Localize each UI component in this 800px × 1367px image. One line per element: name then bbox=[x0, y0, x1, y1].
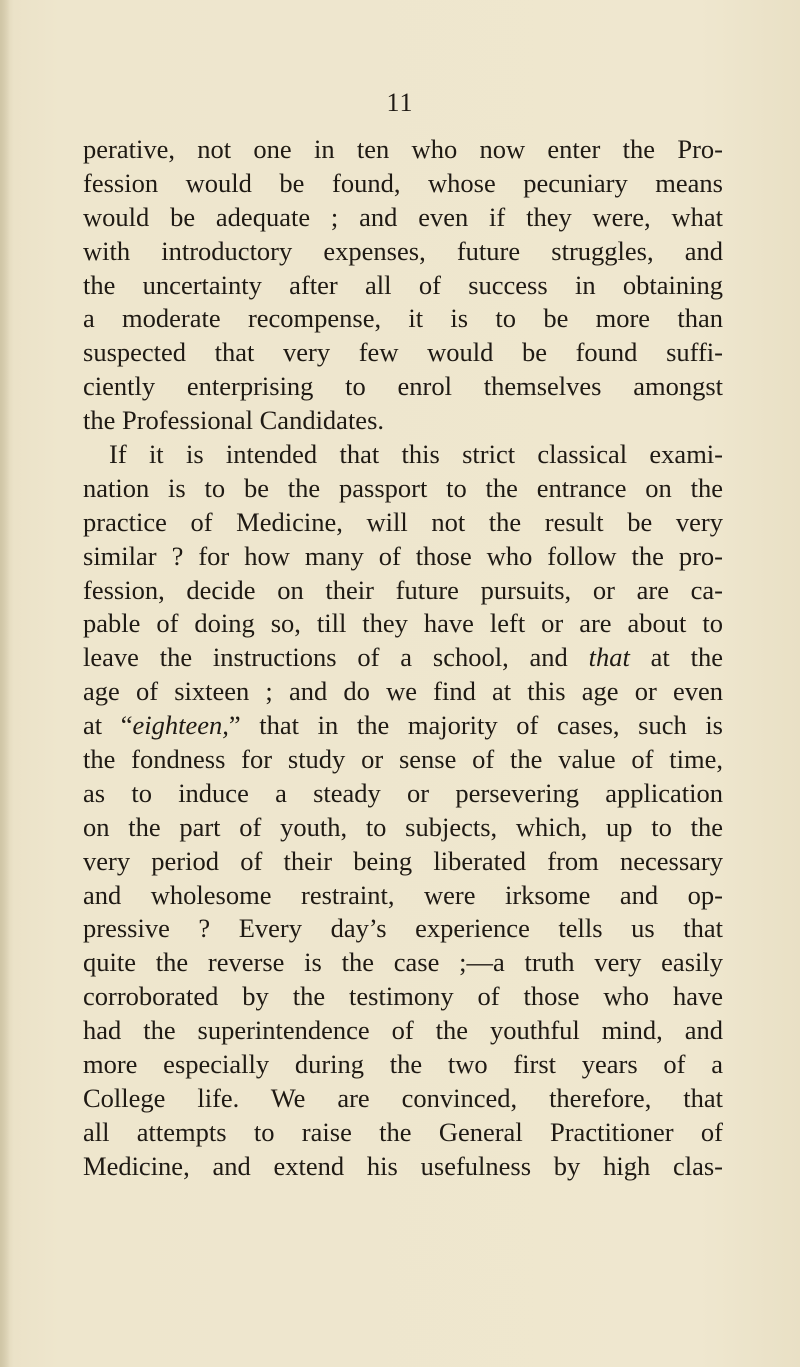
text-line: fession would be found, whose pecuniary means bbox=[83, 167, 723, 198]
text-line: with introductory expenses, future struggles, and bbox=[83, 235, 723, 266]
text-line: all attempts to raise the General Practitioner of bbox=[83, 1116, 723, 1147]
paragraph-end-line: the Professional Candidates. bbox=[83, 405, 385, 436]
paragraph-start-line: If it is intended that this strict classical exami- bbox=[109, 439, 723, 470]
text-line: a moderate recompense, it is to be more than bbox=[83, 303, 723, 334]
page-edge-shadow bbox=[0, 0, 10, 1367]
text-line: had the superintendence of the youthful mind, and bbox=[83, 1015, 723, 1046]
text-line: and wholesome restraint, were irksome and op- bbox=[83, 879, 723, 910]
text-line: corroborated by the testimony of those who have bbox=[83, 981, 723, 1012]
text-line: College life. We are convinced, therefore, that bbox=[83, 1082, 723, 1113]
text-line: Medicine, and extend his usefulness by high clas- bbox=[83, 1150, 723, 1181]
italic-word: that bbox=[588, 642, 630, 673]
text-line: at “eighteen,” that in the majority of cases, such is bbox=[83, 710, 723, 741]
text-line: very period of their being liberated from necessary bbox=[83, 845, 723, 876]
text-line: quite the reverse is the case ;—a truth very easily bbox=[83, 947, 723, 978]
text-line: practice of Medicine, will not the result be very bbox=[83, 506, 723, 537]
text-line: age of sixteen ; and do we find at this age or even bbox=[83, 676, 723, 707]
text-line: suspected that very few would be found suffi- bbox=[83, 337, 723, 368]
text-line: the fondness for study or sense of the value of time, bbox=[83, 744, 723, 775]
text-line: ciently enterprising to enrol themselves amongst bbox=[83, 371, 723, 402]
text-line: nation is to be the passport to the entrance on the bbox=[83, 472, 723, 503]
text-line: leave the instructions of a school, and that at the bbox=[83, 642, 723, 673]
text-line: would be adequate ; and even if they were, what bbox=[83, 201, 723, 232]
text-line: perative, not one in ten who now enter the Pro- bbox=[83, 134, 723, 164]
text-line: fession, decide on their future pursuits, or are ca- bbox=[83, 574, 723, 605]
text-line: pressive ? Every day’s experience tells us that bbox=[83, 913, 723, 944]
italic-word: eighteen, bbox=[132, 710, 229, 741]
body-text bbox=[83, 133, 723, 1184]
text-line: pable of doing so, till they have left or are about to bbox=[83, 608, 723, 639]
text-line: on the part of youth, to subjects, which, up to the bbox=[83, 811, 723, 842]
text-line: more especially during the two first years of a bbox=[83, 1049, 723, 1080]
text-line: the uncertainty after all of success in obtaining bbox=[83, 269, 723, 300]
page-number: 11 bbox=[386, 88, 414, 117]
text-line: as to induce a steady or persevering application bbox=[83, 777, 723, 808]
text-line: similar ? for how many of those who follow the pro- bbox=[83, 540, 723, 571]
